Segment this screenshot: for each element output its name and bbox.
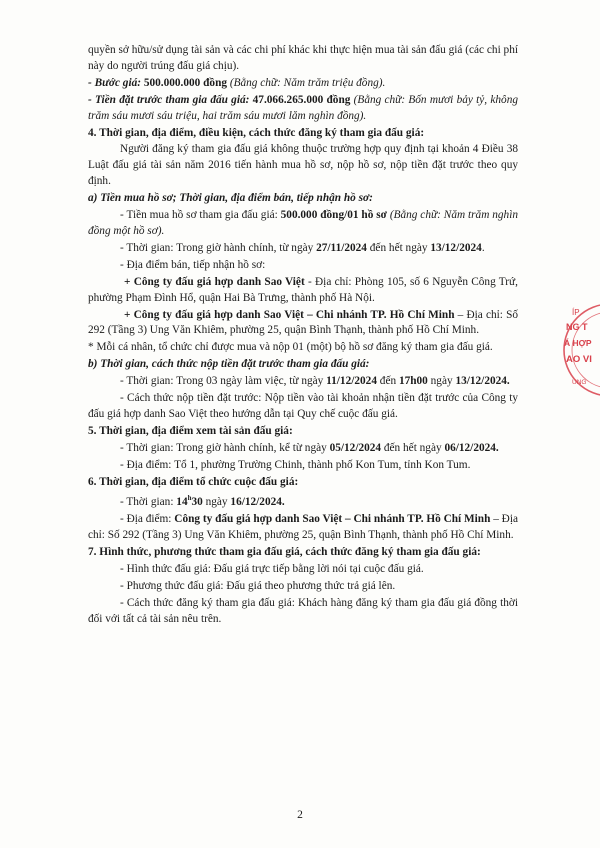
page-number: 2 bbox=[297, 809, 303, 821]
stamp-text-5: UNG bbox=[572, 379, 587, 386]
viewing-time-line: - Thời gian: Trong giờ hành chính, kể từ ngày 05/12/2024 đến hết ngày 06/12/2024. bbox=[120, 441, 499, 454]
stamp-text-1: ÍP bbox=[572, 308, 580, 317]
sale-place-label: - Địa điểm bán, tiếp nhận hồ sơ: bbox=[120, 258, 266, 271]
section-6-title: 6. Thời gian, địa điểm tổ chức cuộc đấu giá: bbox=[88, 475, 299, 488]
document-body bbox=[88, 43, 518, 628]
section-4a-title: a) Tiền mua hồ sơ; Thời gian, địa điểm bán, tiếp nhận hồ sơ: bbox=[88, 192, 373, 205]
section-4-title: 4. Thời gian, địa điểm, điều kiện, cách thức đăng ký tham gia đấu giá: bbox=[88, 126, 425, 139]
registration-method-line: - Cách thức đăng ký tham gia đấu giá: Khách hàng đăng ký tham gia đấu giá đồng thời đối với tất cả tài sản nêu trên. bbox=[88, 596, 518, 625]
company-1-line: + Công ty đấu giá hợp danh Sao Việt - Địa chỉ: Phòng 105, số 6 Nguyễn Công Trứ, phường Phạm Đình Hổ, quận Hai Bà Trưng, thành phố Hà Nội. bbox=[88, 275, 519, 304]
auction-method-line: - Phương thức đấu giá: Đấu giá theo phương thức trả giá lên. bbox=[120, 579, 396, 592]
deposit-time-line: - Thời gian: Trong 03 ngày làm việc, từ ngày 11/12/2024 đến 17h00 ngày 13/12/2024. bbox=[120, 375, 510, 388]
stamp-text-4: AO VI bbox=[566, 354, 592, 365]
section-4b-title: b) Thời gian, cách thức nộp tiền đặt trước tham gia đấu giá: bbox=[88, 358, 370, 371]
auction-time-line: - Thời gian: 14$^h$30 ngày 16/12/2024. bbox=[120, 494, 285, 509]
section-4-intro: Người đăng ký tham gia đấu giá không thuộc trường hợp quy định tại khoản 4 Điều 38 Luật đấu giá tài sản năm 2016 tiến hành mua hồ sơ, nộp hồ sơ, nộp tiền đặt trước theo quy định. bbox=[88, 143, 518, 188]
company-seal-stamp bbox=[562, 298, 600, 402]
viewing-place-line: - Địa điểm: Tổ 1, phường Trường Chinh, thành phố Kon Tum, tỉnh Kon Tum. bbox=[120, 458, 471, 471]
auction-place-line: - Địa điểm: Công ty đấu giá hợp danh Sao Việt – Chi nhánh TP. Hồ Chí Minh – Địa chỉ: Số 292 (Tầng 3) Ung Văn Khiêm, phường 25, quận Bình Thạnh, thành phố Hồ Chí Minh. bbox=[88, 513, 518, 542]
auction-form-line: - Hình thức đấu giá: Đấu giá trực tiếp bằng lời nói tại cuộc đấu giá. bbox=[120, 562, 424, 575]
company-2-line: + Công ty đấu giá hợp danh Sao Việt – Chi nhánh TP. Hồ Chí Minh – Địa chỉ: Số 292 (Tầng 3) Ung Văn Khiêm, phường 25, quận Bình Thạnh, thành phố Hồ Chí Minh. bbox=[88, 308, 519, 337]
bid-step-line: - Bước giá: 500.000.000 đồng (Bằng chữ: Năm trăm triệu đồng). bbox=[88, 76, 386, 89]
sale-time-line: - Thời gian: Trong giờ hành chính, từ ngày 27/11/2024 đến hết ngày 13/12/2024. bbox=[120, 241, 485, 254]
deposit-method-line: - Cách thức nộp tiền đặt trước: Nộp tiền vào tài khoản nhận tiền đặt trước của Công ty đấu giá hợp danh Sao Việt theo hướng dẫn tại Quy chế cuộc đấu giá. bbox=[88, 392, 518, 420]
section-7-title: 7. Hình thức, phương thức tham gia đấu giá, cách thức đăng ký tham gia đấu giá: bbox=[88, 545, 481, 558]
paragraph-costs: quyền sở hữu/sử dụng tài sản và các chi phí khác khi thực hiện mua tài sản đấu giá (các chi phí này do người trúng đấu giá chịu). bbox=[88, 44, 518, 72]
note-line: * Mỗi cá nhân, tổ chức chỉ được mua và nộp 01 (một) bộ hồ sơ đăng ký tham gia đấu giá. bbox=[88, 341, 493, 354]
fee-line: - Tiền mua hồ sơ tham gia đấu giá: 500.000 đồng/01 hồ sơ (Bằng chữ: Năm trăm nghìn đồng một hồ sơ). bbox=[88, 209, 518, 237]
section-5-title: 5. Thời gian, địa điểm xem tài sản đấu giá: bbox=[88, 424, 293, 437]
deposit-line: - Tiền đặt trước tham gia đấu giá: 47.066.265.000 đồng (Bằng chữ: Bốn mươi bảy tỷ, không trăm sáu mươi sáu triệu, hai trăm sáu mươi lăm nghìn đồng). bbox=[88, 93, 518, 122]
stamp-text-2: NG T bbox=[566, 322, 588, 332]
stamp-text-3: Á HỢP bbox=[564, 338, 592, 348]
